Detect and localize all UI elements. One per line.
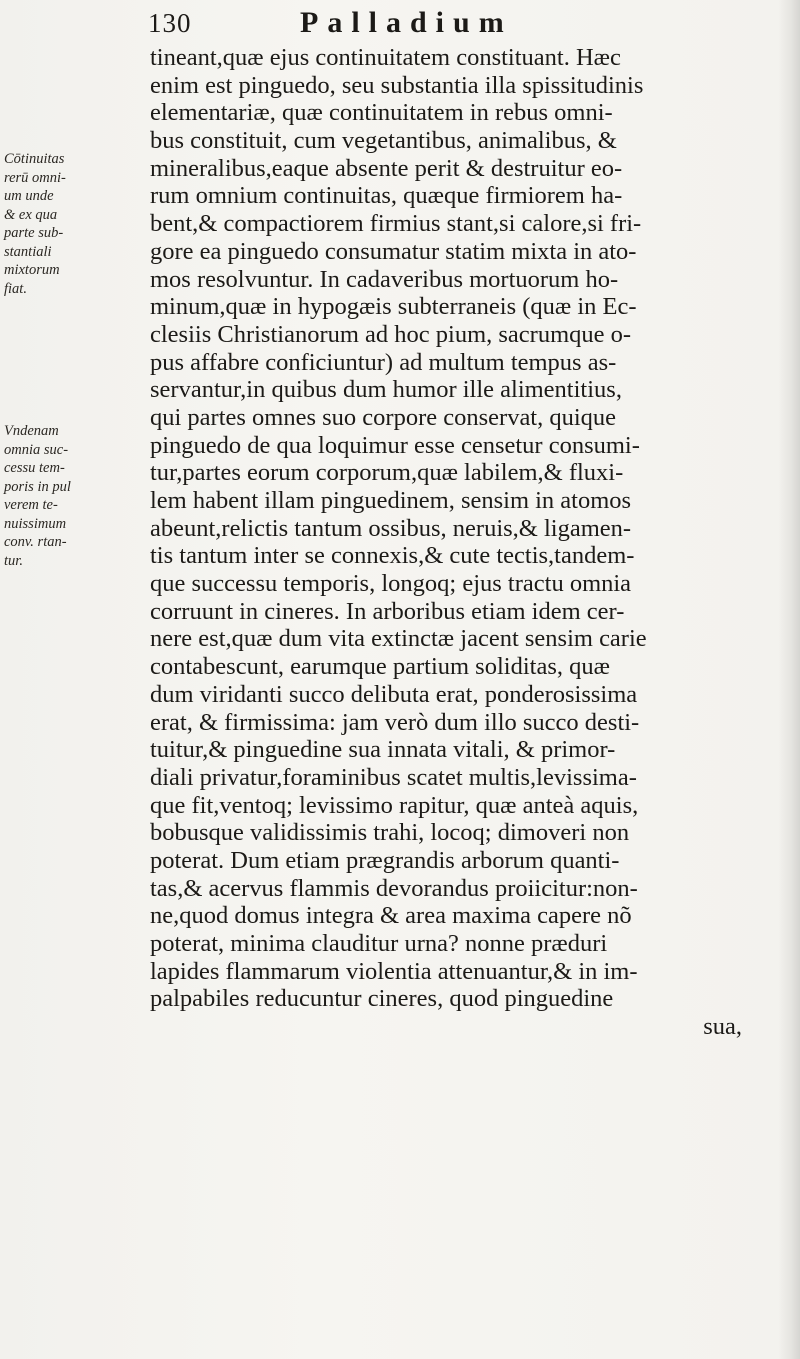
margin-note-line: tur.	[4, 552, 23, 569]
text-line: tineant,quæ ejus continuitatem constituant. Hæc	[150, 44, 621, 71]
margin-note-line: stantiali	[4, 243, 52, 260]
page-number: 130	[148, 8, 192, 38]
text-line: tas,& acervus flammis devorandus proiicitur:non-	[150, 874, 638, 902]
margin-note-line: & ex qua	[4, 206, 58, 223]
text-line: abeunt,relictis tantum ossibus, neruis,& ligamen-	[150, 514, 632, 542]
text-line: tuitur,& pinguedine sua innata vitali, & primor-	[150, 736, 616, 764]
text-line: que fit,ventoq; levissimo rapitur, quæ anteà aquis,	[150, 791, 639, 819]
text-line: enim est pinguedo, seu substantia illa spissitudinis	[150, 71, 644, 99]
text-line: elementariæ, quæ continuitatem in rebus omni-	[150, 99, 613, 127]
text-line: mos resolvuntur. In cadaveribus mortuorum ho-	[150, 265, 619, 293]
margin-note-continuity	[4, 150, 104, 298]
running-title: Palladium	[300, 6, 513, 39]
margin-note-line: fiat.	[4, 280, 27, 297]
text-line: poterat. Dum etiam prægrandis arborum quanti-	[150, 846, 620, 874]
text-line: mineralibus,eaque absente perit & destruitur eo-	[150, 154, 623, 182]
text-line: qui partes omnes suo corpore conservat, quique	[150, 403, 617, 431]
text-line: contabescunt, earumque partium soliditas, quæ	[150, 653, 610, 681]
margin-note-line: mixtorum	[4, 262, 60, 278]
text-line: pinguedo de qua loquimur esse censetur consumi-	[150, 431, 640, 459]
text-line: tis tantum inter se connexis,& cute tectis,tandem-	[150, 542, 635, 570]
text-line: poterat, minima clauditur urna? nonne præduri	[150, 930, 608, 957]
margin-note-line: nuissimum	[4, 515, 67, 532]
margin-note-line: omnia suc-	[4, 441, 69, 458]
text-line: gore ea pinguedo consumatur statim mixta in ato-	[150, 237, 637, 265]
text-line: tur,partes eorum corporum,quæ labilem,& fluxi-	[150, 459, 624, 487]
text-line: que successu temporis, longoq; ejus tractu omnia	[150, 570, 632, 598]
margin-note-line: um unde	[4, 188, 54, 204]
margin-note-line: Vndenam	[4, 423, 59, 439]
text-line: bus constituit, cum vegetantibus, animalibus, &	[150, 127, 617, 155]
text-line: lapides flammarum violentia attenuantur,& in im-	[150, 957, 638, 985]
margin-note-line: Cōtinuitas	[4, 151, 65, 167]
text-line: clesiis Christianorum ad hoc pium, sacrumque o-	[150, 320, 632, 348]
margin-note-line: cessu tem-	[4, 460, 65, 476]
text-line: minum,quæ in hypogæis subterraneis (quæ in Ec-	[150, 293, 637, 321]
text-line: corruunt in cineres. In arboribus etiam idem cer-	[150, 597, 625, 625]
margin-note-line: verem te-	[4, 497, 58, 513]
text-line: lem habent illam pinguedinem, sensim in atomos	[150, 487, 632, 514]
margin-note-line: conv. rtan-	[4, 534, 67, 550]
text-line: servantur,in quibus dum humor ille alimentitius,	[150, 376, 622, 404]
page-edge-shadow	[778, 0, 800, 1359]
text-line: erat, & firmissima: jam verò dum illo succo desti-	[150, 708, 640, 736]
text-line: ne,quod domus integra & area maxima capere nõ	[150, 902, 632, 930]
text-line: pus affabre conficiuntur) ad multum tempus as-	[150, 348, 617, 376]
margin-note-line: rerū omni-	[4, 169, 66, 186]
text-line: palpabiles reducuntur cineres, quod pinguedine	[150, 985, 614, 1013]
text-line: diali privatur,foraminibus scatet multis,levissima-	[150, 763, 637, 791]
text-line: dum viridanti succo delibuta erat, ponderosissima	[150, 680, 638, 708]
text-line: nere est,quæ dum vita extinctæ jacent sensim carie	[150, 625, 647, 653]
body-text	[150, 44, 778, 1041]
margin-note-dust	[4, 422, 104, 570]
margin-note-line: poris in pul	[4, 478, 71, 495]
text-line: rum omnium continuitas, quæque firmiorem ha-	[150, 182, 623, 210]
text-line: bent,& compactiorem firmius stant,si calore,si fri-	[150, 210, 642, 238]
margin-note-line: parte sub-	[4, 225, 64, 241]
text-line: bobusque validissimis trahi, locoq; dimoveri non	[150, 819, 630, 847]
catchword: sua,	[703, 1013, 742, 1041]
